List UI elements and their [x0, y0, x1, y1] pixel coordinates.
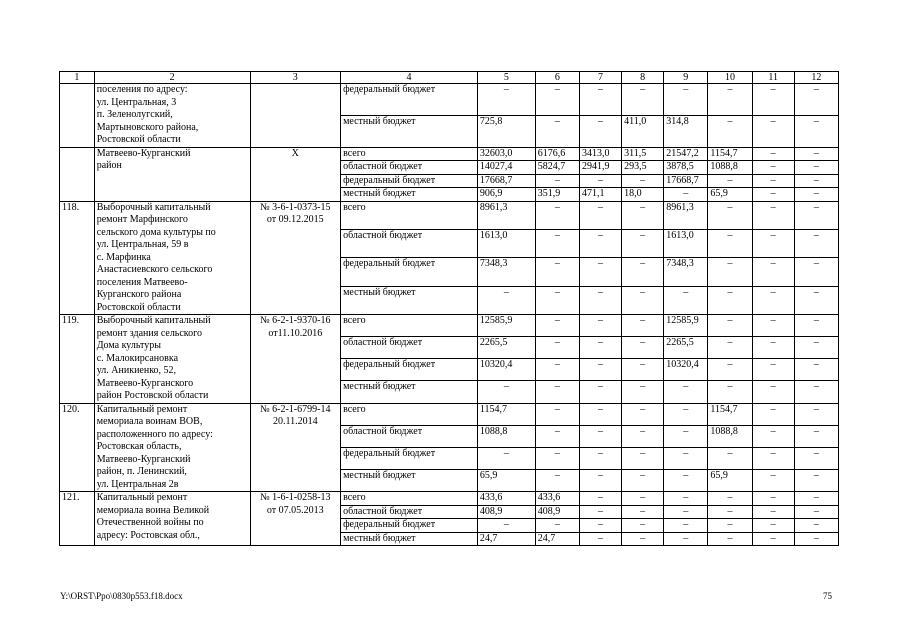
amount-cell: –	[580, 115, 622, 147]
funding-source: всего	[341, 147, 478, 161]
amount-cell: 12585,9	[664, 315, 708, 337]
amount-cell: –	[752, 532, 794, 546]
page-number: 75	[823, 591, 832, 601]
funding-source: федеральный бюджет	[341, 519, 478, 533]
amount-cell: –	[708, 505, 752, 519]
amount-cell: –	[580, 174, 622, 188]
amount-cell: –	[622, 337, 664, 359]
amount-cell: –	[622, 492, 664, 506]
amount-cell: –	[477, 84, 535, 116]
amount-cell: –	[752, 229, 794, 257]
amount-cell: –	[580, 505, 622, 519]
amount-cell: 2265,5	[477, 337, 535, 359]
amount-cell: –	[752, 115, 794, 147]
amount-cell: –	[708, 359, 752, 381]
funding-source: всего	[341, 201, 478, 229]
amount-cell: –	[664, 519, 708, 533]
amount-cell: 21547,2	[664, 147, 708, 161]
amount-cell: –	[622, 425, 664, 447]
amount-cell: –	[752, 286, 794, 314]
amount-cell: –	[708, 315, 752, 337]
object-name: Выборочный капитальный ремонт здания сельского Дома культуры с. Малокирсановка ул. Аникиенко, 52, Матвеево-Курганского район Ростовской области	[94, 315, 250, 404]
amount-cell: 24,7	[535, 532, 579, 546]
amount-cell: 24,7	[477, 532, 535, 546]
funding-source: областной бюджет	[341, 161, 478, 175]
amount-cell: –	[477, 447, 535, 469]
amount-cell: –	[622, 381, 664, 403]
amount-cell: 2265,5	[664, 337, 708, 359]
amount-cell: –	[794, 286, 838, 314]
object-name: Капитальный ремонт мемориала воина Великой Отечественной войны по адресу: Ростовская обл.,	[94, 492, 250, 546]
amount-cell: –	[752, 188, 794, 202]
amount-cell: 3878,5	[664, 161, 708, 175]
amount-cell: –	[752, 337, 794, 359]
column-number: 3	[250, 72, 341, 84]
amount-cell: –	[752, 315, 794, 337]
row-index	[60, 147, 95, 201]
amount-cell: –	[535, 469, 579, 491]
amount-cell: 293,5	[622, 161, 664, 175]
column-number: 4	[341, 72, 478, 84]
amount-cell: –	[664, 447, 708, 469]
amount-cell: –	[622, 447, 664, 469]
amount-cell: 18,0	[622, 188, 664, 202]
amount-cell: 408,9	[477, 505, 535, 519]
document-ref: № 6-2-1-9370-16 от11.10.2016	[250, 315, 341, 404]
amount-cell: –	[752, 425, 794, 447]
amount-cell: –	[708, 201, 752, 229]
amount-cell: –	[535, 315, 579, 337]
amount-cell: –	[752, 381, 794, 403]
amount-cell: 311,5	[622, 147, 664, 161]
amount-cell: –	[752, 447, 794, 469]
funding-source: местный бюджет	[341, 469, 478, 491]
amount-cell: –	[752, 505, 794, 519]
funding-source: всего	[341, 315, 478, 337]
amount-cell: 351,9	[535, 188, 579, 202]
funding-source: местный бюджет	[341, 286, 478, 314]
amount-cell: –	[622, 174, 664, 188]
amount-cell: 1154,7	[708, 403, 752, 425]
amount-cell: –	[752, 174, 794, 188]
amount-cell: –	[752, 147, 794, 161]
column-number: 10	[708, 72, 752, 84]
amount-cell: –	[794, 492, 838, 506]
amount-cell: –	[535, 201, 579, 229]
amount-cell: –	[664, 381, 708, 403]
amount-cell: 411,0	[622, 115, 664, 147]
object-name: Выборочный капитальный ремонт Марфинского сельского дома культуры по ул. Центральная, 59 в с. Марфинка Анастасиевского сельского поселения Матвеево- Курганского района Ростовской области	[94, 201, 250, 315]
amount-cell: –	[580, 469, 622, 491]
amount-cell: –	[622, 258, 664, 286]
amount-cell: –	[708, 532, 752, 546]
row-index: 120.	[60, 403, 95, 492]
funding-source: федеральный бюджет	[341, 84, 478, 116]
amount-cell: –	[580, 381, 622, 403]
column-number: 6	[535, 72, 579, 84]
table-row	[60, 147, 839, 161]
amount-cell: –	[794, 229, 838, 257]
amount-cell: 433,6	[535, 492, 579, 506]
amount-cell: –	[752, 258, 794, 286]
amount-cell: –	[535, 337, 579, 359]
amount-cell: 8961,3	[664, 201, 708, 229]
funding-source: местный бюджет	[341, 381, 478, 403]
amount-cell: –	[794, 161, 838, 175]
funding-source: областной бюджет	[341, 337, 478, 359]
amount-cell: –	[708, 286, 752, 314]
document-ref	[250, 84, 341, 148]
column-number: 5	[477, 72, 535, 84]
amount-cell: –	[794, 84, 838, 116]
table-row	[60, 315, 839, 337]
amount-cell: –	[708, 337, 752, 359]
footer-file-path: Y:\ORST\Ppo\0830p553.f18.docx	[60, 591, 183, 601]
document-ref: Х	[250, 147, 341, 201]
amount-cell: 1154,7	[477, 403, 535, 425]
amount-cell: 65,9	[708, 469, 752, 491]
object-name: Капитальный ремонт мемориала воинам ВОВ, расположенного по адресу: Ростовская область, Матвеево-Курганский район, п. Ленинский, ул. Центральная 2в	[94, 403, 250, 492]
amount-cell: 65,9	[477, 469, 535, 491]
amount-cell: 10320,4	[664, 359, 708, 381]
amount-cell: 1088,8	[708, 425, 752, 447]
amount-cell: –	[794, 403, 838, 425]
amount-cell: –	[708, 447, 752, 469]
amount-cell: –	[580, 447, 622, 469]
table-row	[60, 403, 839, 425]
amount-cell: –	[622, 315, 664, 337]
amount-cell: –	[794, 174, 838, 188]
amount-cell: 1088,8	[708, 161, 752, 175]
funding-source: федеральный бюджет	[341, 258, 478, 286]
funding-source: федеральный бюджет	[341, 174, 478, 188]
amount-cell: –	[794, 201, 838, 229]
amount-cell: 17668,7	[664, 174, 708, 188]
column-number: 2	[94, 72, 250, 84]
amount-cell: –	[794, 147, 838, 161]
amount-cell: –	[752, 492, 794, 506]
funding-source: областной бюджет	[341, 505, 478, 519]
document-ref: № 3-6-1-0373-15 от 09.12.2015	[250, 201, 341, 315]
amount-cell: –	[664, 469, 708, 491]
amount-cell: –	[664, 188, 708, 202]
amount-cell: –	[708, 115, 752, 147]
column-number: 8	[622, 72, 664, 84]
amount-cell: –	[794, 505, 838, 519]
amount-cell: –	[535, 447, 579, 469]
amount-cell: –	[622, 286, 664, 314]
amount-cell: 7348,3	[664, 258, 708, 286]
amount-cell: –	[580, 315, 622, 337]
amount-cell: –	[580, 403, 622, 425]
funding-source: областной бюджет	[341, 229, 478, 257]
amount-cell: 65,9	[708, 188, 752, 202]
amount-cell: –	[477, 286, 535, 314]
funding-source: всего	[341, 492, 478, 506]
object-name: поселения по адресу: ул. Центральная, 3 п. Зеленолугский, Мартыновского района, Ростовской области	[94, 84, 250, 148]
funding-source: областной бюджет	[341, 425, 478, 447]
amount-cell: 12585,9	[477, 315, 535, 337]
amount-cell: –	[752, 84, 794, 116]
amount-cell: –	[580, 359, 622, 381]
object-name: Матвеево-Курганский район	[94, 147, 250, 201]
amount-cell: 5824,7	[535, 161, 579, 175]
amount-cell: –	[664, 492, 708, 506]
amount-cell: –	[752, 161, 794, 175]
amount-cell: 314,8	[664, 115, 708, 147]
funding-source: местный бюджет	[341, 188, 478, 202]
amount-cell: 471,1	[580, 188, 622, 202]
amount-cell: –	[664, 403, 708, 425]
column-number: 7	[580, 72, 622, 84]
amount-cell: –	[580, 201, 622, 229]
amount-cell: –	[752, 201, 794, 229]
amount-cell: –	[794, 447, 838, 469]
row-index: 118.	[60, 201, 95, 315]
amount-cell: –	[794, 337, 838, 359]
amount-cell: 433,6	[477, 492, 535, 506]
row-index	[60, 84, 95, 148]
amount-cell: –	[580, 492, 622, 506]
column-number: 1	[60, 72, 95, 84]
amount-cell: –	[535, 174, 579, 188]
table-row	[60, 84, 839, 116]
amount-cell: –	[794, 469, 838, 491]
amount-cell: –	[794, 315, 838, 337]
amount-cell: 1613,0	[664, 229, 708, 257]
amount-cell: 14027,4	[477, 161, 535, 175]
amount-cell: 10320,4	[477, 359, 535, 381]
amount-cell: –	[580, 84, 622, 116]
budget-table	[59, 71, 839, 546]
amount-cell: –	[622, 359, 664, 381]
column-number: 9	[664, 72, 708, 84]
amount-cell: –	[535, 403, 579, 425]
amount-cell: –	[794, 258, 838, 286]
amount-cell: –	[580, 258, 622, 286]
document-ref: № 1-6-1-0258-13 от 07.05.2013	[250, 492, 341, 546]
funding-source: местный бюджет	[341, 115, 478, 147]
amount-cell: –	[752, 359, 794, 381]
amount-cell: –	[794, 115, 838, 147]
amount-cell: –	[580, 425, 622, 447]
amount-cell: –	[535, 286, 579, 314]
amount-cell: –	[580, 519, 622, 533]
column-number: 12	[794, 72, 838, 84]
amount-cell: 32603,0	[477, 147, 535, 161]
amount-cell: –	[708, 381, 752, 403]
funding-source: местный бюджет	[341, 532, 478, 546]
funding-source: федеральный бюджет	[341, 447, 478, 469]
row-index: 121.	[60, 492, 95, 546]
amount-cell: 2941,9	[580, 161, 622, 175]
amount-cell: –	[535, 359, 579, 381]
amount-cell: –	[664, 425, 708, 447]
amount-cell: –	[477, 519, 535, 533]
amount-cell: –	[622, 84, 664, 116]
funding-source: всего	[341, 403, 478, 425]
amount-cell: –	[708, 84, 752, 116]
amount-cell: –	[535, 258, 579, 286]
amount-cell: –	[794, 532, 838, 546]
amount-cell: –	[477, 381, 535, 403]
amount-cell: –	[535, 425, 579, 447]
amount-cell: –	[622, 403, 664, 425]
column-number-row	[60, 72, 839, 84]
funding-source: федеральный бюджет	[341, 359, 478, 381]
amount-cell: –	[708, 229, 752, 257]
amount-cell: 408,9	[535, 505, 579, 519]
amount-cell: –	[664, 286, 708, 314]
amount-cell: –	[708, 492, 752, 506]
amount-cell: 17668,7	[477, 174, 535, 188]
amount-cell: –	[622, 519, 664, 533]
amount-cell: –	[794, 381, 838, 403]
amount-cell: –	[664, 84, 708, 116]
document-ref: № 6-2-1-6799-14 20.11.2014	[250, 403, 341, 492]
amount-cell: 8961,3	[477, 201, 535, 229]
row-index: 119.	[60, 315, 95, 404]
amount-cell: –	[708, 519, 752, 533]
amount-cell: –	[664, 532, 708, 546]
amount-cell: –	[535, 84, 579, 116]
amount-cell: 1154,7	[708, 147, 752, 161]
amount-cell: –	[622, 469, 664, 491]
amount-cell: –	[535, 519, 579, 533]
amount-cell: –	[622, 505, 664, 519]
table-row	[60, 201, 839, 229]
amount-cell: –	[752, 469, 794, 491]
amount-cell: 3413,0	[580, 147, 622, 161]
amount-cell: –	[794, 425, 838, 447]
amount-cell: 7348,3	[477, 258, 535, 286]
table-row	[60, 492, 839, 506]
amount-cell: –	[794, 519, 838, 533]
amount-cell: –	[708, 258, 752, 286]
amount-cell: –	[752, 519, 794, 533]
amount-cell: –	[535, 115, 579, 147]
amount-cell: –	[622, 532, 664, 546]
amount-cell: –	[752, 403, 794, 425]
amount-cell: –	[580, 337, 622, 359]
amount-cell: 6176,6	[535, 147, 579, 161]
amount-cell: –	[708, 174, 752, 188]
amount-cell: –	[580, 286, 622, 314]
amount-cell: –	[580, 532, 622, 546]
amount-cell: 1613,0	[477, 229, 535, 257]
amount-cell: –	[580, 229, 622, 257]
amount-cell: –	[535, 381, 579, 403]
amount-cell: –	[794, 359, 838, 381]
column-number: 11	[752, 72, 794, 84]
amount-cell: –	[535, 229, 579, 257]
amount-cell: –	[664, 505, 708, 519]
amount-cell: 906,9	[477, 188, 535, 202]
amount-cell: –	[622, 229, 664, 257]
amount-cell: 1088,8	[477, 425, 535, 447]
amount-cell: 725,8	[477, 115, 535, 147]
amount-cell: –	[622, 201, 664, 229]
amount-cell: –	[794, 188, 838, 202]
